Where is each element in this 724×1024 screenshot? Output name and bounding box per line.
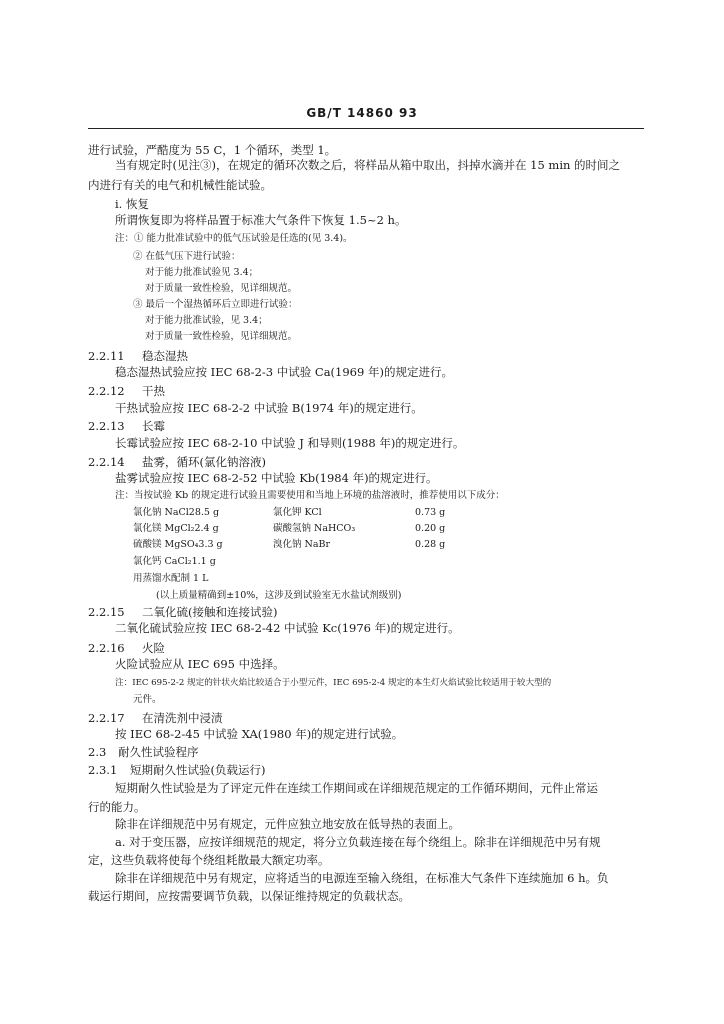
note-line: 对于质量一致性检验，见详细规范。 — [145, 283, 298, 294]
note-line: ③ 最后一个湿热循环后立即进行试验： — [133, 299, 298, 310]
section-title: 干热 — [142, 384, 165, 398]
section-heading — [88, 384, 165, 398]
text-line: 按 IEC 68-2-45 中试验 XA(1980 年)的规定进行试验。 — [115, 727, 404, 741]
section-title: 长霉 — [142, 419, 165, 433]
composition-item: 氯化镁 MgCl₂2.4 g — [133, 523, 219, 534]
composition-item: 氯化钠 NaCl28.5 g — [133, 507, 220, 518]
note-line: 对于能力批准试验见 3.4； — [145, 267, 259, 278]
text-line: 二氧化硫试验应按 IEC 68-2-42 中试验 Kc(1976 年)的规定进行。 — [115, 621, 460, 635]
section-number: 2.2.16 — [88, 641, 125, 655]
section-title: 火险 — [142, 641, 165, 655]
composition-amount: 0.20 g — [415, 523, 446, 534]
note-line: 注：当按试验 Kb 的规定进行试验且需要使用和当地上环境的盐溶液时，推荐使用以下成分： — [115, 490, 505, 501]
text-line: 所谓恢复即为将样品置于标准大气条件下恢复 1.5~2 h。 — [115, 213, 407, 227]
section-heading — [88, 711, 223, 725]
text-line: 稳态湿热试验应按 IEC 68-2-3 中试验 Ca(1969 年)的规定进行。 — [115, 365, 453, 379]
text-line: 长霉试验应按 IEC 68-2-10 中试验 J 和导则(1988 年)的规定进行。 — [115, 436, 465, 450]
section-number: 2.2.11 — [88, 349, 125, 363]
text-line: 当有规定时(见注③)，在规定的循环次数之后，将样品从箱中取出，抖掉水滴并在 15 min 的时间之 — [115, 158, 621, 172]
note-line: ② 在低气压下进行试验： — [133, 251, 241, 262]
page-header: GB/T 14860 93 — [306, 106, 418, 120]
text-line: 行的能力。 — [88, 800, 146, 814]
section-heading — [88, 745, 199, 759]
section-number: 2.3.1 — [88, 763, 118, 777]
section-number: 2.2.17 — [88, 711, 125, 725]
composition-item: 用蒸馏水配制 1 L — [133, 573, 209, 584]
section-title: 短期耐久性试验(负载运行) — [130, 763, 266, 777]
text-line: a. 对于变压器，应按详细规范的规定，将分立负载连接在每个绕组上。除非在详细规范中另有规 — [115, 835, 601, 849]
section-number: 2.2.15 — [88, 605, 125, 619]
composition-item: 碳酸氢钠 NaHCO₃ — [273, 523, 356, 534]
section-heading — [88, 349, 188, 363]
note-line: 对于能力批准试验，见 3.4； — [145, 315, 268, 326]
note-line: 注：① 能力批准试验中的低气压试验是任选的(见 3.4)。 — [115, 233, 353, 244]
composition-item: 硫酸镁 MgSO₄3.3 g — [133, 539, 223, 550]
section-number: 2.2.13 — [88, 419, 125, 433]
note-line: 注：IEC 695-2-2 规定的针状火焰比较适合于小型元件，IEC 695-2-4 规定的本生灯火焰试验比较适用于较大型的 — [115, 678, 552, 688]
text-line: 载运行期间，应按需要调节负载，以保证维持规定的负载状态。 — [88, 889, 410, 903]
text-line: 除非在详细规范中另有规定，应将适当的电源连至输入绕组，在标准大气条件下连续施加 6 h。负 — [115, 871, 609, 885]
text-line: 短期耐久性试验是为了评定元件在连续工作期间或在详细规范规定的工作循环期间，元件止常运 — [115, 781, 598, 795]
composition-item: 氯化钙 CaCl₂1.1 g — [133, 556, 216, 567]
section-title: 盐雾，循环(氯化钠溶液) — [142, 455, 266, 469]
item-heading: i. 恢复 — [115, 197, 149, 211]
composition-amount: 0.73 g — [415, 507, 446, 518]
section-number: 2.2.14 — [88, 455, 125, 469]
section-number: 2.2.12 — [88, 384, 125, 398]
section-title: 耐久性试验程序 — [118, 745, 199, 759]
section-heading — [88, 419, 165, 433]
text-line: 定，这些负载将使每个绕组耗散最大额定功率。 — [88, 853, 330, 867]
section-title: 二氧化硫(接触和连接试验) — [142, 605, 278, 619]
section-number: 2.3 — [88, 745, 107, 759]
section-heading — [88, 641, 165, 655]
text-line: 干热试验应按 IEC 68-2-2 中试验 B(1974 年)的规定进行。 — [115, 401, 423, 415]
section-title: 在清洗剂中浸渍 — [142, 711, 223, 725]
text-line: 除非在详细规范中另有规定，元件应独立地安放在低导热的表面上。 — [115, 817, 460, 831]
composition-note: (以上质量精确到±10%，这涉及到试验室无水盐试剂级别) — [156, 590, 402, 601]
section-title: 稳态湿热 — [142, 349, 188, 363]
text-line: 火险试验应从 IEC 695 中选择。 — [115, 657, 285, 671]
composition-item: 溴化钠 NaBr — [273, 539, 331, 550]
note-line: 对于质量一致性检验，见详细规范。 — [145, 331, 298, 342]
composition-amount: 0.28 g — [415, 539, 446, 550]
text-line: 盐雾试验应按 IEC 68-2-52 中试验 Kb(1984 年)的规定进行。 — [115, 471, 438, 485]
note-line: 元件。 — [133, 694, 162, 705]
header-rule — [88, 128, 644, 129]
section-heading — [88, 763, 265, 777]
text-line: 内进行有关的电气和机械性能试验。 — [88, 178, 272, 192]
section-heading — [88, 605, 277, 619]
composition-item: 氯化钾 KCl — [273, 507, 322, 518]
text-line: 进行试验，严酷度为 55 C，1 个循环，类型 1。 — [88, 143, 337, 157]
section-heading — [88, 455, 266, 469]
